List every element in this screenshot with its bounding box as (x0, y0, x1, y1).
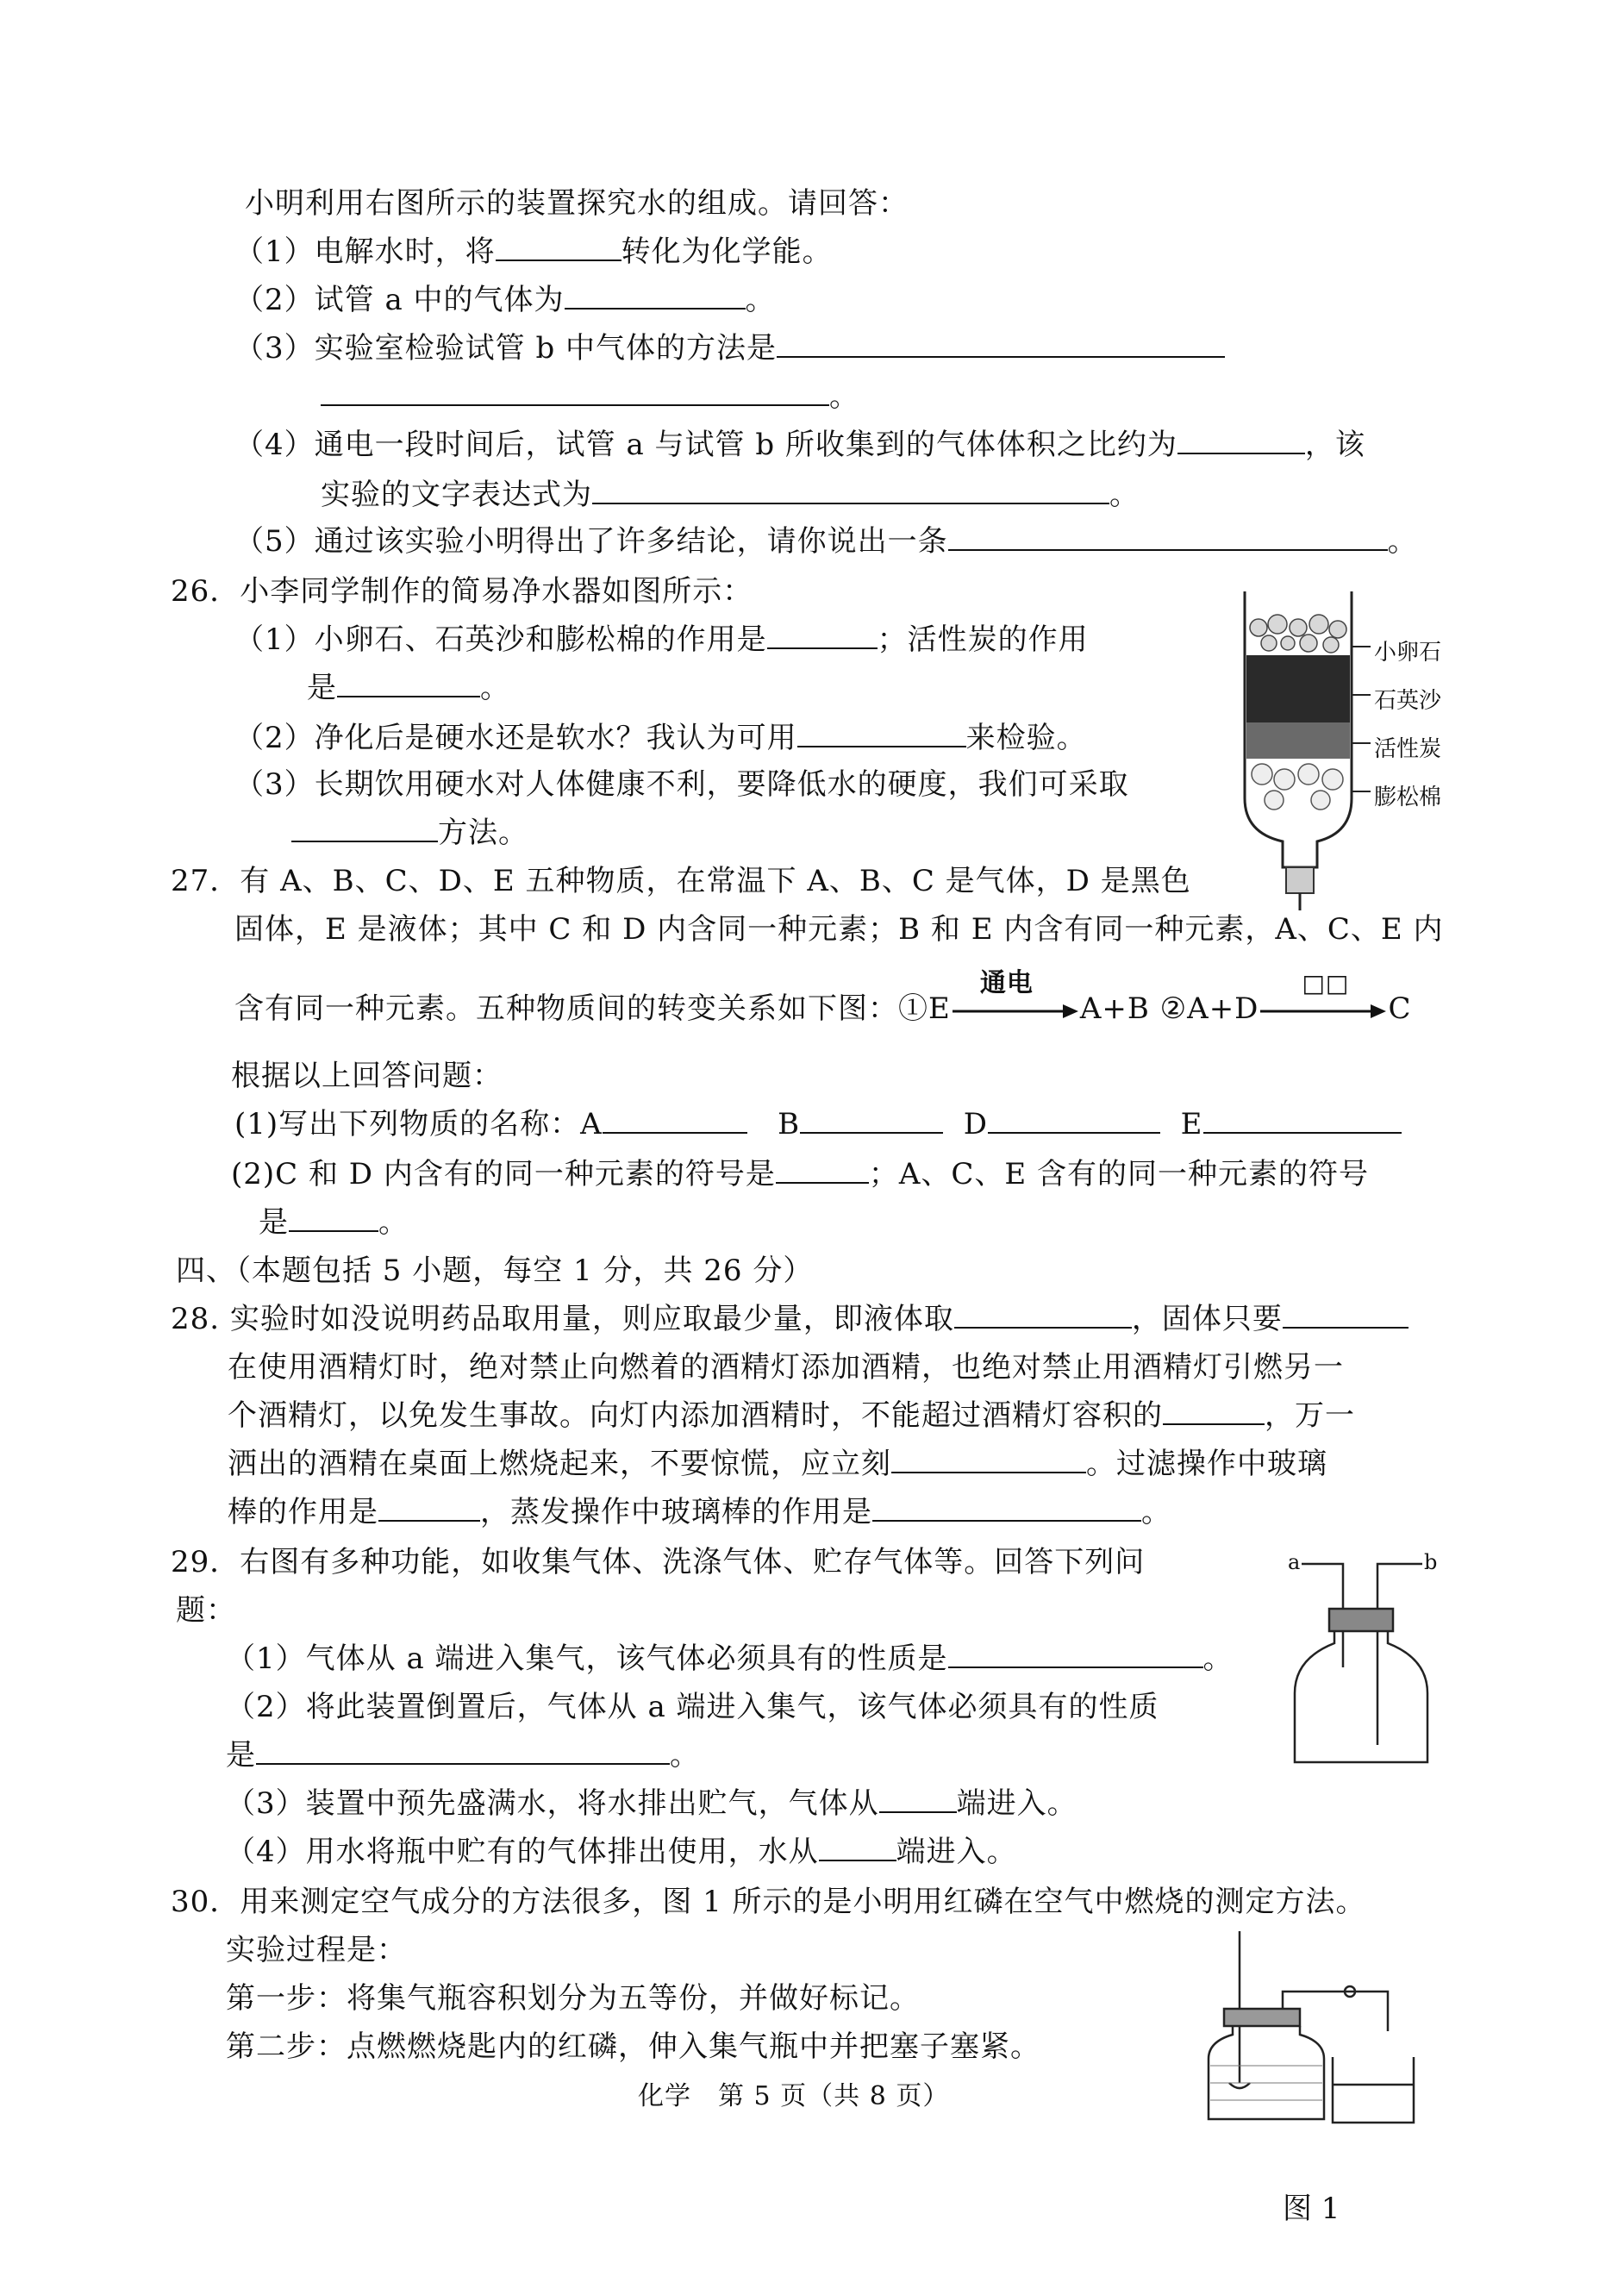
figure-label-a: a (1288, 1550, 1301, 1574)
q29-part2-cont: 是 。 (226, 1738, 700, 1773)
answer-blank[interactable] (776, 1156, 869, 1184)
q27-part2: (2)C 和 D 内含有的同一种元素的符号是 ；A、C、E 含有的同一种元素的符号 (231, 1157, 1370, 1191)
answer-blank[interactable] (879, 1785, 957, 1813)
answer-blank[interactable] (337, 670, 480, 697)
q29-line1: 29．右图有多种功能，如收集气体、洗涤气体、贮存气体等。回答下列问 (171, 1545, 1146, 1579)
answer-blank[interactable] (603, 1106, 747, 1134)
arrow-condition-placeholder: □□ (1302, 969, 1350, 997)
figure-label-b: b (1424, 1550, 1438, 1574)
arrow-condition-electrolysis: 通电 (979, 968, 1034, 998)
section-4-heading: 四、（本题包括 5 小题，每空 1 分，共 26 分） (176, 1254, 814, 1288)
answer-blank[interactable] (1203, 1106, 1402, 1134)
answer-blank[interactable] (256, 1737, 670, 1765)
q27-part2-cont: 是 。 (259, 1205, 409, 1240)
q25-part4-cont: 实验的文字表达式为 。 (321, 478, 1140, 512)
red-phosphorus-apparatus-figure (1198, 1928, 1440, 2128)
page-footer: 化学 第 5 页（共 8 页） (638, 2081, 950, 2111)
answer-blank[interactable] (988, 1106, 1160, 1134)
answer-blank[interactable] (948, 1641, 1203, 1668)
figure-label-cotton: 膨松棉 (1374, 785, 1442, 810)
q30-line4: 第二步：点燃燃烧匙内的红磷，伸入集气瓶中并把塞子塞紧。 (226, 2029, 1040, 2064)
answer-blank[interactable] (1163, 1398, 1265, 1425)
reaction-arrow-1 (951, 968, 1080, 1023)
q28-line2: 在使用酒精灯时，绝对禁止向燃着的酒精灯添加酒精，也绝对禁止用酒精灯引燃另一 (228, 1350, 1344, 1385)
q29-part1: （1）气体从 a 端进入集气，该气体必须具有的性质是 。 (226, 1642, 1234, 1676)
answer-blank[interactable] (592, 477, 1109, 504)
q25-part3: （3）实验室检验试管 b 中气体的方法是 (234, 329, 1225, 367)
q26-part2: （2）净化后是硬水还是软水？我认为可用 来检验。 (234, 721, 1087, 755)
q27-line4: 根据以上回答问题： (231, 1059, 503, 1093)
q26-part3-cont: 方法。 (291, 814, 528, 852)
answer-blank[interactable] (321, 378, 829, 406)
answer-blank[interactable] (565, 282, 746, 310)
answer-blank[interactable] (1283, 1301, 1409, 1329)
q29-line2: 题： (176, 1593, 236, 1628)
answer-blank[interactable] (378, 1494, 480, 1522)
q28-line3: 个酒精灯，以免发生事故。向灯内添加酒精时，不能超过酒精灯容积的 ，万一 (228, 1398, 1355, 1433)
q28-line1: 28. 实验时如没说明药品取用量，则应取最少量，即液体取 ，固体只要 (171, 1300, 1409, 1338)
answer-blank[interactable] (948, 523, 1388, 551)
reaction-arrow-2 (1259, 969, 1388, 1023)
q25-intro: 小明利用右图所示的装置探究水的组成。请回答： (245, 186, 909, 221)
answer-blank[interactable] (291, 815, 438, 842)
q29-part2: （2）将此装置倒置后，气体从 a 端进入集气，该气体必须具有的性质 (226, 1690, 1159, 1724)
q25-part3-cont: 。 (321, 378, 859, 416)
q28-line4: 洒出的酒精在桌面上燃烧起来，不要惊慌，应立刻 。过滤操作中玻璃 (228, 1447, 1327, 1481)
q29-part3: （3）装置中预先盛满水，将水排出贮气，气体从 端进入。 (226, 1786, 1077, 1821)
q28-line5: 棒的作用是 ，蒸发操作中玻璃棒的作用是 。 (228, 1495, 1171, 1529)
q25-part5: （5）通过该实验小明得出了许多结论，请你说出一条 。 (234, 524, 1418, 559)
q27-line1: 27．有 A、B、C、D、E 五种物质，在常温下 A、B、C 是气体，D 是黑色 (171, 864, 1191, 898)
q30-line2: 实验过程是： (226, 1933, 407, 1967)
q26-part1: （1）小卵石、石英沙和膨松棉的作用是 ；活性炭的作用 (234, 622, 1089, 657)
q26-title: 26．小李同学制作的简易净水器如图所示： (171, 574, 753, 609)
q27-line3: 含有同一种元素。五种物质间的转变关系如下图：①E 通电 A+B ②A+D □□ C (234, 990, 1411, 1028)
q25-part4: （4）通电一段时间后，试管 a 与试管 b 所收集到的气体体积之比约为 ，该 (234, 428, 1365, 462)
figure-caption: 图 1 (1283, 2192, 1340, 2226)
q25-part2: （2）试管 a 中的气体为 。 (234, 283, 776, 317)
answer-blank[interactable] (800, 1106, 943, 1134)
q30-line3: 第一步：将集气瓶容积划分为五等份，并做好标记。 (226, 1981, 920, 2016)
answer-blank[interactable] (872, 1494, 1141, 1522)
gas-bottle-figure (1276, 1547, 1483, 1771)
answer-blank[interactable] (954, 1301, 1132, 1329)
answer-blank[interactable] (767, 622, 878, 649)
q29-part4: （4）用水将瓶中贮有的气体排出使用，水从 端进入。 (226, 1835, 1017, 1869)
q27-line2: 固体，E 是液体；其中 C 和 D 内含同一种元素；B 和 E 内含有同一种元素，A、C、E 内 (234, 912, 1444, 947)
answer-blank[interactable] (1177, 427, 1305, 454)
answer-blank[interactable] (891, 1446, 1086, 1473)
answer-blank[interactable] (819, 1834, 896, 1861)
figure-label-quartz-sand: 石英沙 (1374, 688, 1442, 714)
q26-part1-cont: 是 。 (307, 671, 510, 705)
figure-label-activated-carbon: 活性炭 (1374, 736, 1442, 762)
q30-line1: 30．用来测定空气成分的方法很多，图 1 所示的是小明用红磷在空气中燃烧的测定方法。 (171, 1885, 1366, 1919)
water-purifier-figure (1231, 583, 1490, 910)
q26-part3: （3）长期饮用硬水对人体健康不利，要降低水的硬度，我们可采取 (234, 767, 1129, 802)
q27-part1: (1)写出下列物质的名称：A B D E (234, 1105, 1402, 1143)
answer-blank[interactable] (797, 720, 966, 747)
answer-blank[interactable] (777, 330, 1225, 358)
q25-part1: （1）电解水时，将 转化为化学能。 (234, 235, 833, 269)
answer-blank[interactable] (496, 234, 621, 261)
figure-label-pebbles: 小卵石 (1374, 640, 1442, 666)
answer-blank[interactable] (289, 1204, 378, 1232)
